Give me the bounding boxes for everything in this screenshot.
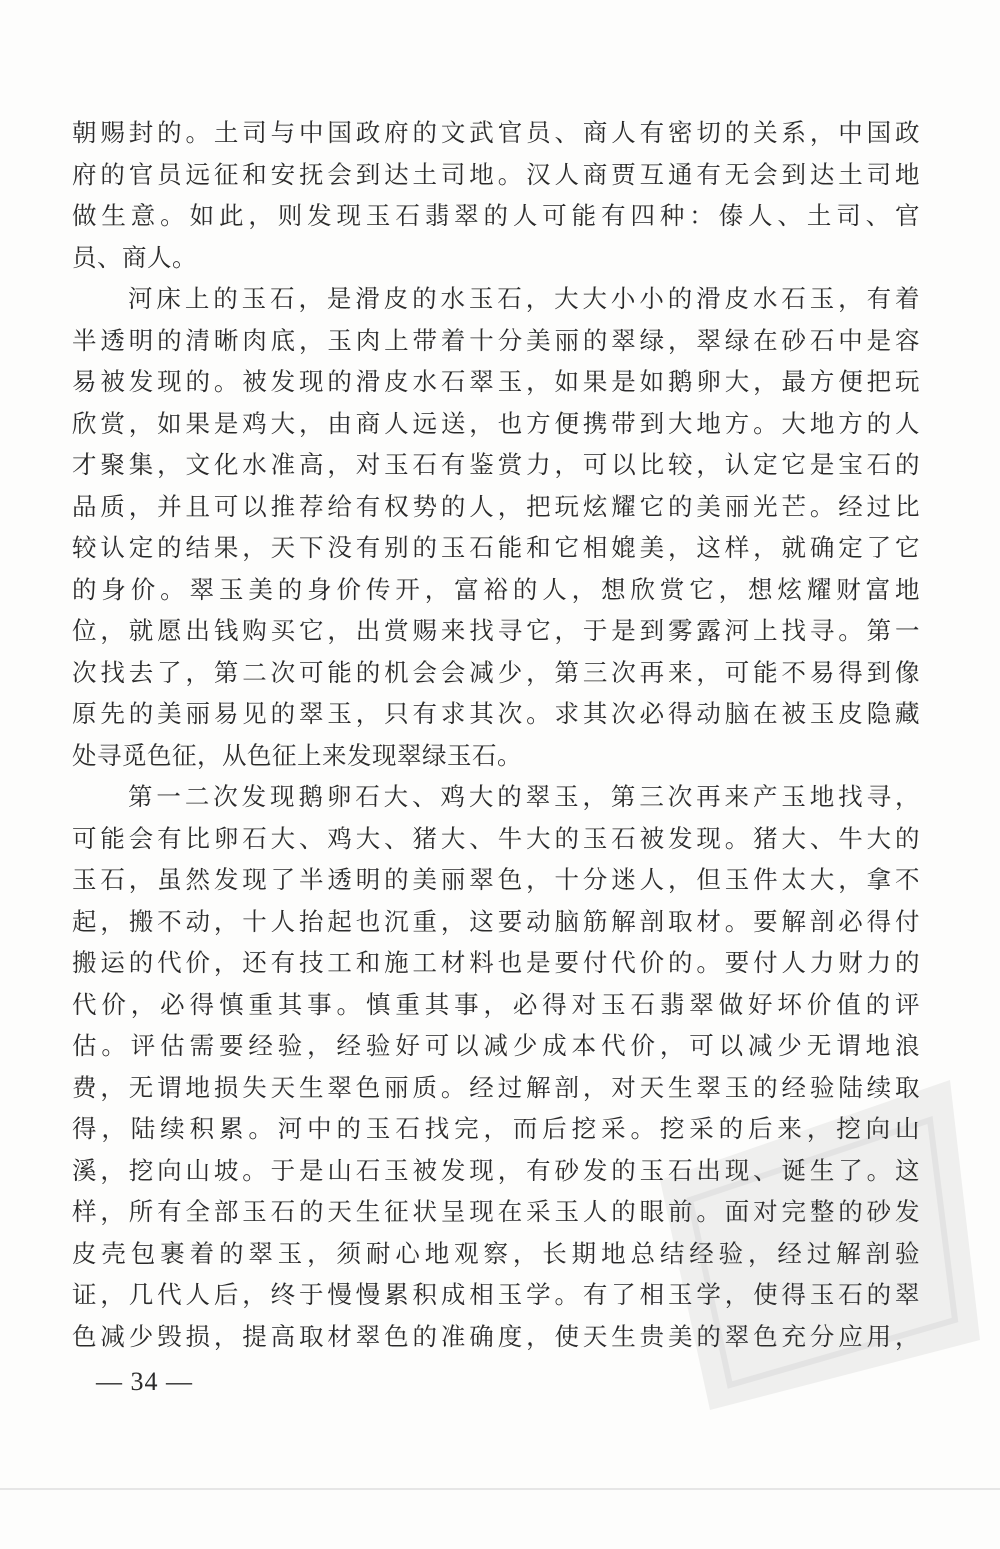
text-line: 色减少毁损，提高取材翠色的准确度，使天生贵美的翠色充分应用， [72, 1321, 920, 1351]
text-line: 次找去了，第二次可能的机会会减少，第三次再来，可能不易得到像 [72, 657, 920, 687]
page-edge-divider [0, 1488, 1000, 1490]
text-line: 朝赐封的。土司与中国政府的文武官员、商人有密切的关系，中国政 [72, 118, 920, 147]
text-line: 才聚集，文化水准高，对玉石有鉴赏力，可以比较，认定它是宝石的 [72, 450, 920, 479]
text-line: 员、商人。 [72, 242, 197, 272]
text-line: 处寻觅色征，从色征上来发现翠绿玉石。 [72, 740, 522, 770]
text-line: 皮壳包裹着的翠玉，须耐心地观察，长期地总结经验，经过解剖验 [72, 1238, 920, 1268]
text-line: 溪，挖向山坡。于是山石玉被发现，有砂发的玉石出现、诞生了。这 [72, 1155, 920, 1185]
text-line: 第一二次发现鹅卵石大、鸡大的翠玉，第三次再来产玉地找寻， [128, 782, 920, 811]
text-line: 起，搬不动，十人抬起也沉重，这要动脑筋解剖取材。要解剖必得付 [72, 906, 920, 936]
text-line: 玉石，虽然发现了半透明的美丽翠色，十分迷人，但玉件太大，拿不 [72, 865, 920, 894]
text-line: 半透明的清晰肉底，玉肉上带着十分美丽的翠绿，翠绿在砂石中是容 [72, 325, 920, 355]
text-line: 估。评估需要经验，经验好可以减少成本代价，可以减少无谓地浪 [72, 1031, 920, 1060]
text-line: 搬运的代价，还有技工和施工材料也是要付代价的。要付人力财力的 [72, 948, 920, 977]
text-line: 位，就愿出钱购买它，出赏赐来找寻它，于是到雾露河上找寻。第一 [72, 616, 920, 645]
text-line: 样，所有全部玉石的天生征状呈现在采玉人的眼前。面对完整的砂发 [72, 1197, 920, 1226]
text-line: 府的官员远征和安抚会到达土司地。汉人商贾互通有无会到达土司地 [72, 159, 920, 189]
text-line: 易被发现的。被发现的滑皮水石翠玉，如果是如鹅卵大，最方便把玩 [72, 367, 920, 396]
body-text [72, 112, 920, 1357]
text-line: 得，陆续积累。河中的玉石找完，而后挖采。挖采的后来，挖向山 [72, 1114, 920, 1143]
page-number: — 34 — [96, 1367, 193, 1396]
text-line: 欣赏，如果是鸡大，由商人远送，也方便携带到大地方。大地方的人 [72, 408, 920, 438]
text-line: 证，几代人后，终于慢慢累积成相玉学。有了相玉学，使得玉石的翠 [72, 1280, 920, 1309]
text-line: 可能会有比卵石大、鸡大、猪大、牛大的玉石被发现。猪大、牛大的 [72, 823, 920, 853]
text-line: 代价，必得慎重其事。慎重其事，必得对玉石翡翠做好坏价值的评 [72, 989, 920, 1019]
text-line: 原先的美丽易见的翠玉，只有求其次。求其次必得动脑在被玉皮隐藏 [72, 699, 920, 728]
text-line: 的身价。翠玉美的身价传开，富裕的人，想欣赏它，想炫耀财富地 [72, 574, 920, 604]
text-line: 较认定的结果，天下没有别的玉石能和它相媲美，这样，就确定了它 [72, 533, 920, 562]
text-line: 做生意。如此，则发现玉石翡翠的人可能有四种：傣人、土司、官 [72, 201, 920, 230]
text-line: 品质，并且可以推荐给有权势的人，把玩炫耀它的美丽光芒。经过比 [72, 491, 920, 521]
text-line: 河床上的玉石，是滑皮的水玉石，大大小小的滑皮水石玉，有着 [128, 284, 920, 313]
text-line: 费，无谓地损失天生翠色丽质。经过解剖，对天生翠玉的经验陆续取 [72, 1072, 920, 1102]
